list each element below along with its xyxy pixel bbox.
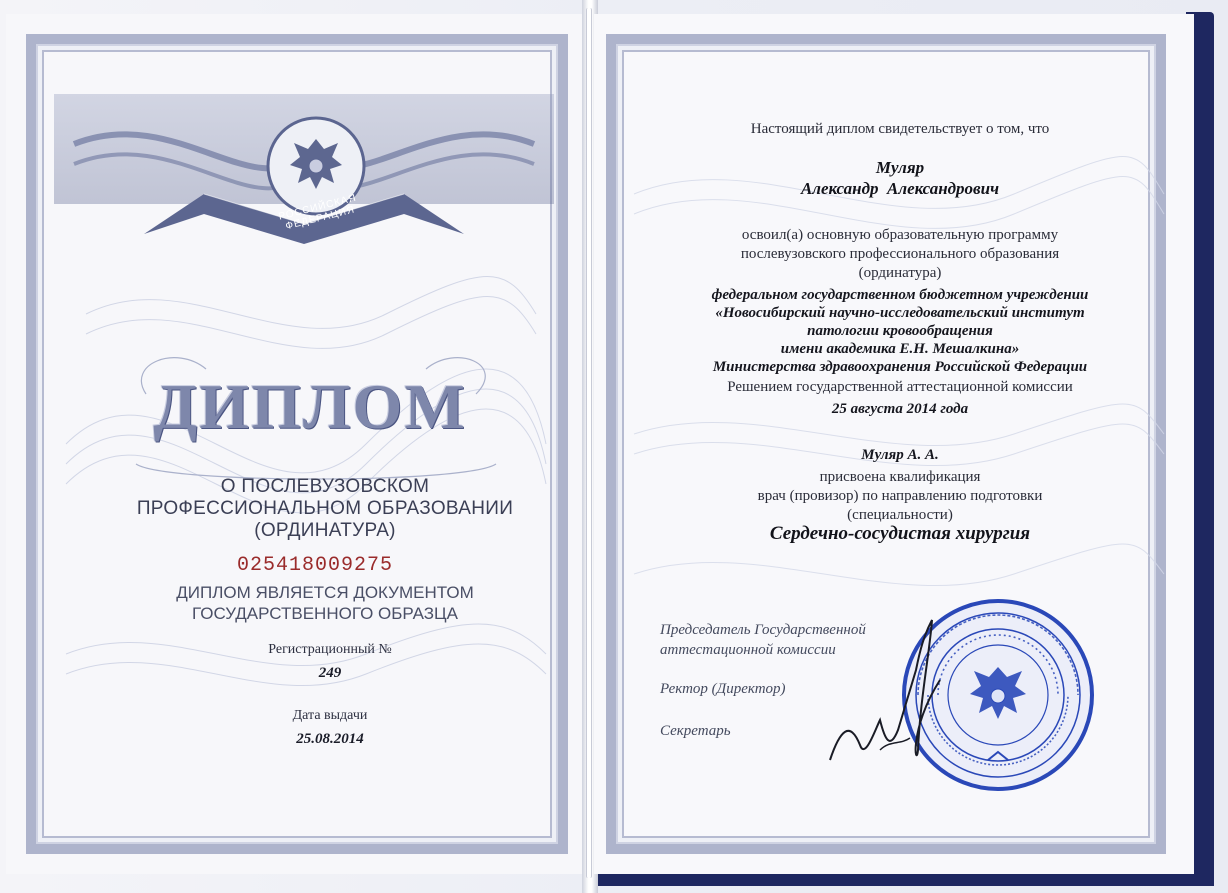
subtitle-line: ПРОФЕССИОНАЛЬНОМ ОБРАЗОВАНИИ [136, 498, 514, 519]
program-line: освоил(а) основную образовательную программу [741, 227, 1059, 243]
emblem-band [54, 84, 554, 254]
given-names: Александр Александрович [800, 179, 1000, 198]
note-line: ДИПЛОМ ЯВЛЯЕТСЯ ДОКУМЕНТОМ [176, 583, 474, 602]
chair-line: Председатель Государственной [660, 622, 866, 638]
qualification-line: (специальности) [847, 507, 953, 523]
subtitle-line: (ОРДИНАТУРА) [254, 520, 396, 541]
subtitle-line: О ПОСЛЕВУЗОВСКОМ [220, 476, 430, 497]
handwritten-signature [820, 610, 960, 780]
chair-line: аттестационной комиссии [660, 642, 836, 658]
registration-number: 249 [318, 665, 342, 681]
decision-date: 25 августа 2014 года [831, 401, 969, 417]
short-name: Муляр А. А. [861, 447, 939, 463]
issue-date-label: Дата выдачи [292, 708, 368, 723]
qualification-line: врач (провизор) по направлению подготовки [757, 488, 1043, 504]
program-line: послевузовского профессионального образования [740, 246, 1060, 262]
secretary-signature-label: Секретарь [660, 723, 731, 739]
rector-signature-label: Ректор (Директор) [660, 681, 786, 697]
qualification-line: присвоена квалификация [819, 469, 981, 485]
institution-line: имени академика Е.Н. Мешалкина» [780, 341, 1020, 357]
surname: Муляр [875, 158, 925, 177]
registration-label: Регистрационный № [268, 642, 392, 657]
serial-number: 025418009275 [236, 554, 394, 577]
institution-line: патологии кровообращения [807, 323, 993, 339]
emblem-ribbon-text: РОССИЙСКАЯ ФЕДЕРАЦИЯ [277, 192, 358, 233]
specialty: Сердечно-сосудистая хирургия [769, 523, 1031, 544]
state-document-note [150, 582, 500, 624]
program-line: (ординатура) [858, 265, 942, 281]
intro-text: Настоящий диплом свидетельствует о том, что [750, 121, 1050, 137]
diploma-subtitle [120, 476, 530, 542]
commission-text: Решением государственной аттестационной комиссии [727, 379, 1073, 395]
institution-line: Министерства здравоохранения Российской Федерации [712, 359, 1088, 375]
note-line: ГОСУДАРСТВЕННОГО ОБРАЗЦА [192, 604, 458, 623]
institution-line: федеральном государственном бюджетном учреждении [711, 287, 1089, 303]
issue-date: 25.08.2014 [296, 731, 364, 747]
institution-line: «Новосибирский научно-исследовательский институт [715, 305, 1085, 321]
binding-thread [586, 8, 592, 878]
diploma-title: ДИПЛОМ [153, 371, 467, 442]
